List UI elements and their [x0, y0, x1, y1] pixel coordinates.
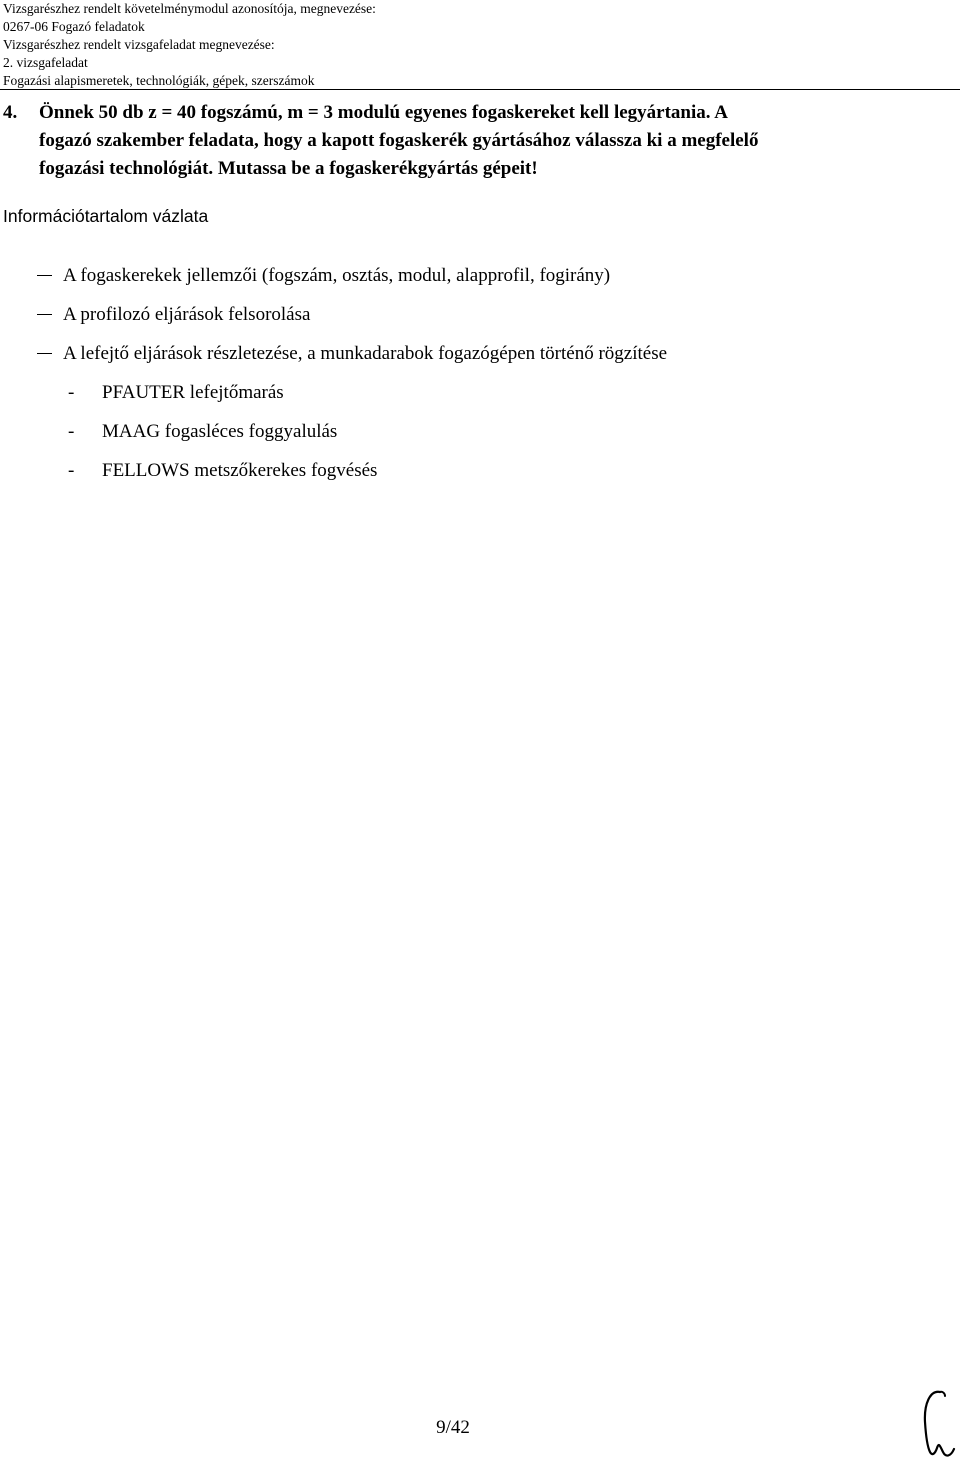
task-line-2: fogazó szakember feladata, hogy a kapott fogaskerék gyártásához válassza ki a megfelelő: [39, 130, 759, 151]
task-number: 4.: [3, 102, 18, 123]
header-task-name: Fogazási alapismeretek, technológiák, gépek, szerszámok: [3, 73, 315, 88]
header-module-name: 0267-06 Fogazó feladatok: [3, 19, 145, 34]
dash-bullet-icon: [37, 275, 52, 276]
header-task-number: 2. vizsgafeladat: [3, 55, 88, 70]
page-number: 9/42: [436, 1417, 470, 1438]
sub-list-item: [0, 412, 960, 451]
header-task-label: Vizsgarészhez rendelt vizsgafeladat megnevezése:: [3, 37, 275, 52]
sub-list-item-text: MAAG fogasléces foggyalulás: [102, 421, 338, 442]
list-item-text: A profilozó eljárások felsorolása: [63, 304, 311, 325]
task-statement: [3, 99, 943, 183]
task-line-1: Önnek 50 db z = 40 fogszámú, m = 3 modulú egyenes fogaskereket kell legyártania. A: [39, 102, 728, 123]
dash-bullet-icon: [37, 314, 52, 315]
header-divider: [0, 89, 960, 90]
task-line-3: fogazási technológiát. Mutassa be a fogaskerékgyártás gépeit!: [39, 158, 538, 179]
list-item-text: A lefejtő eljárások részletezése, a munkadarabok fogazógépen történő rögzítése: [63, 343, 668, 364]
list-item: [0, 295, 960, 334]
sub-list-item-text: PFAUTER lefejtőmarás: [102, 382, 284, 403]
sub-list-item: [0, 451, 960, 490]
page-header: [3, 0, 376, 90]
info-list: [0, 256, 960, 490]
dash-bullet-icon: [37, 353, 52, 354]
sub-list-item: [0, 373, 960, 412]
list-item: [0, 256, 960, 295]
hyphen-bullet: -: [68, 421, 75, 442]
signature-icon: [918, 1386, 958, 1460]
list-item: [0, 334, 960, 373]
header-module-label: Vizsgarészhez rendelt követelménymodul azonosítója, megnevezése:: [3, 1, 376, 16]
sub-list-item-text: FELLOWS metszőkerekes fogvésés: [102, 460, 378, 481]
hyphen-bullet: -: [68, 460, 75, 481]
list-item-text: A fogaskerekek jellemzői (fogszám, osztás, modul, alapprofil, fogirány): [63, 265, 611, 286]
info-heading: Információtartalom vázlata: [3, 206, 209, 226]
hyphen-bullet: -: [68, 382, 75, 403]
